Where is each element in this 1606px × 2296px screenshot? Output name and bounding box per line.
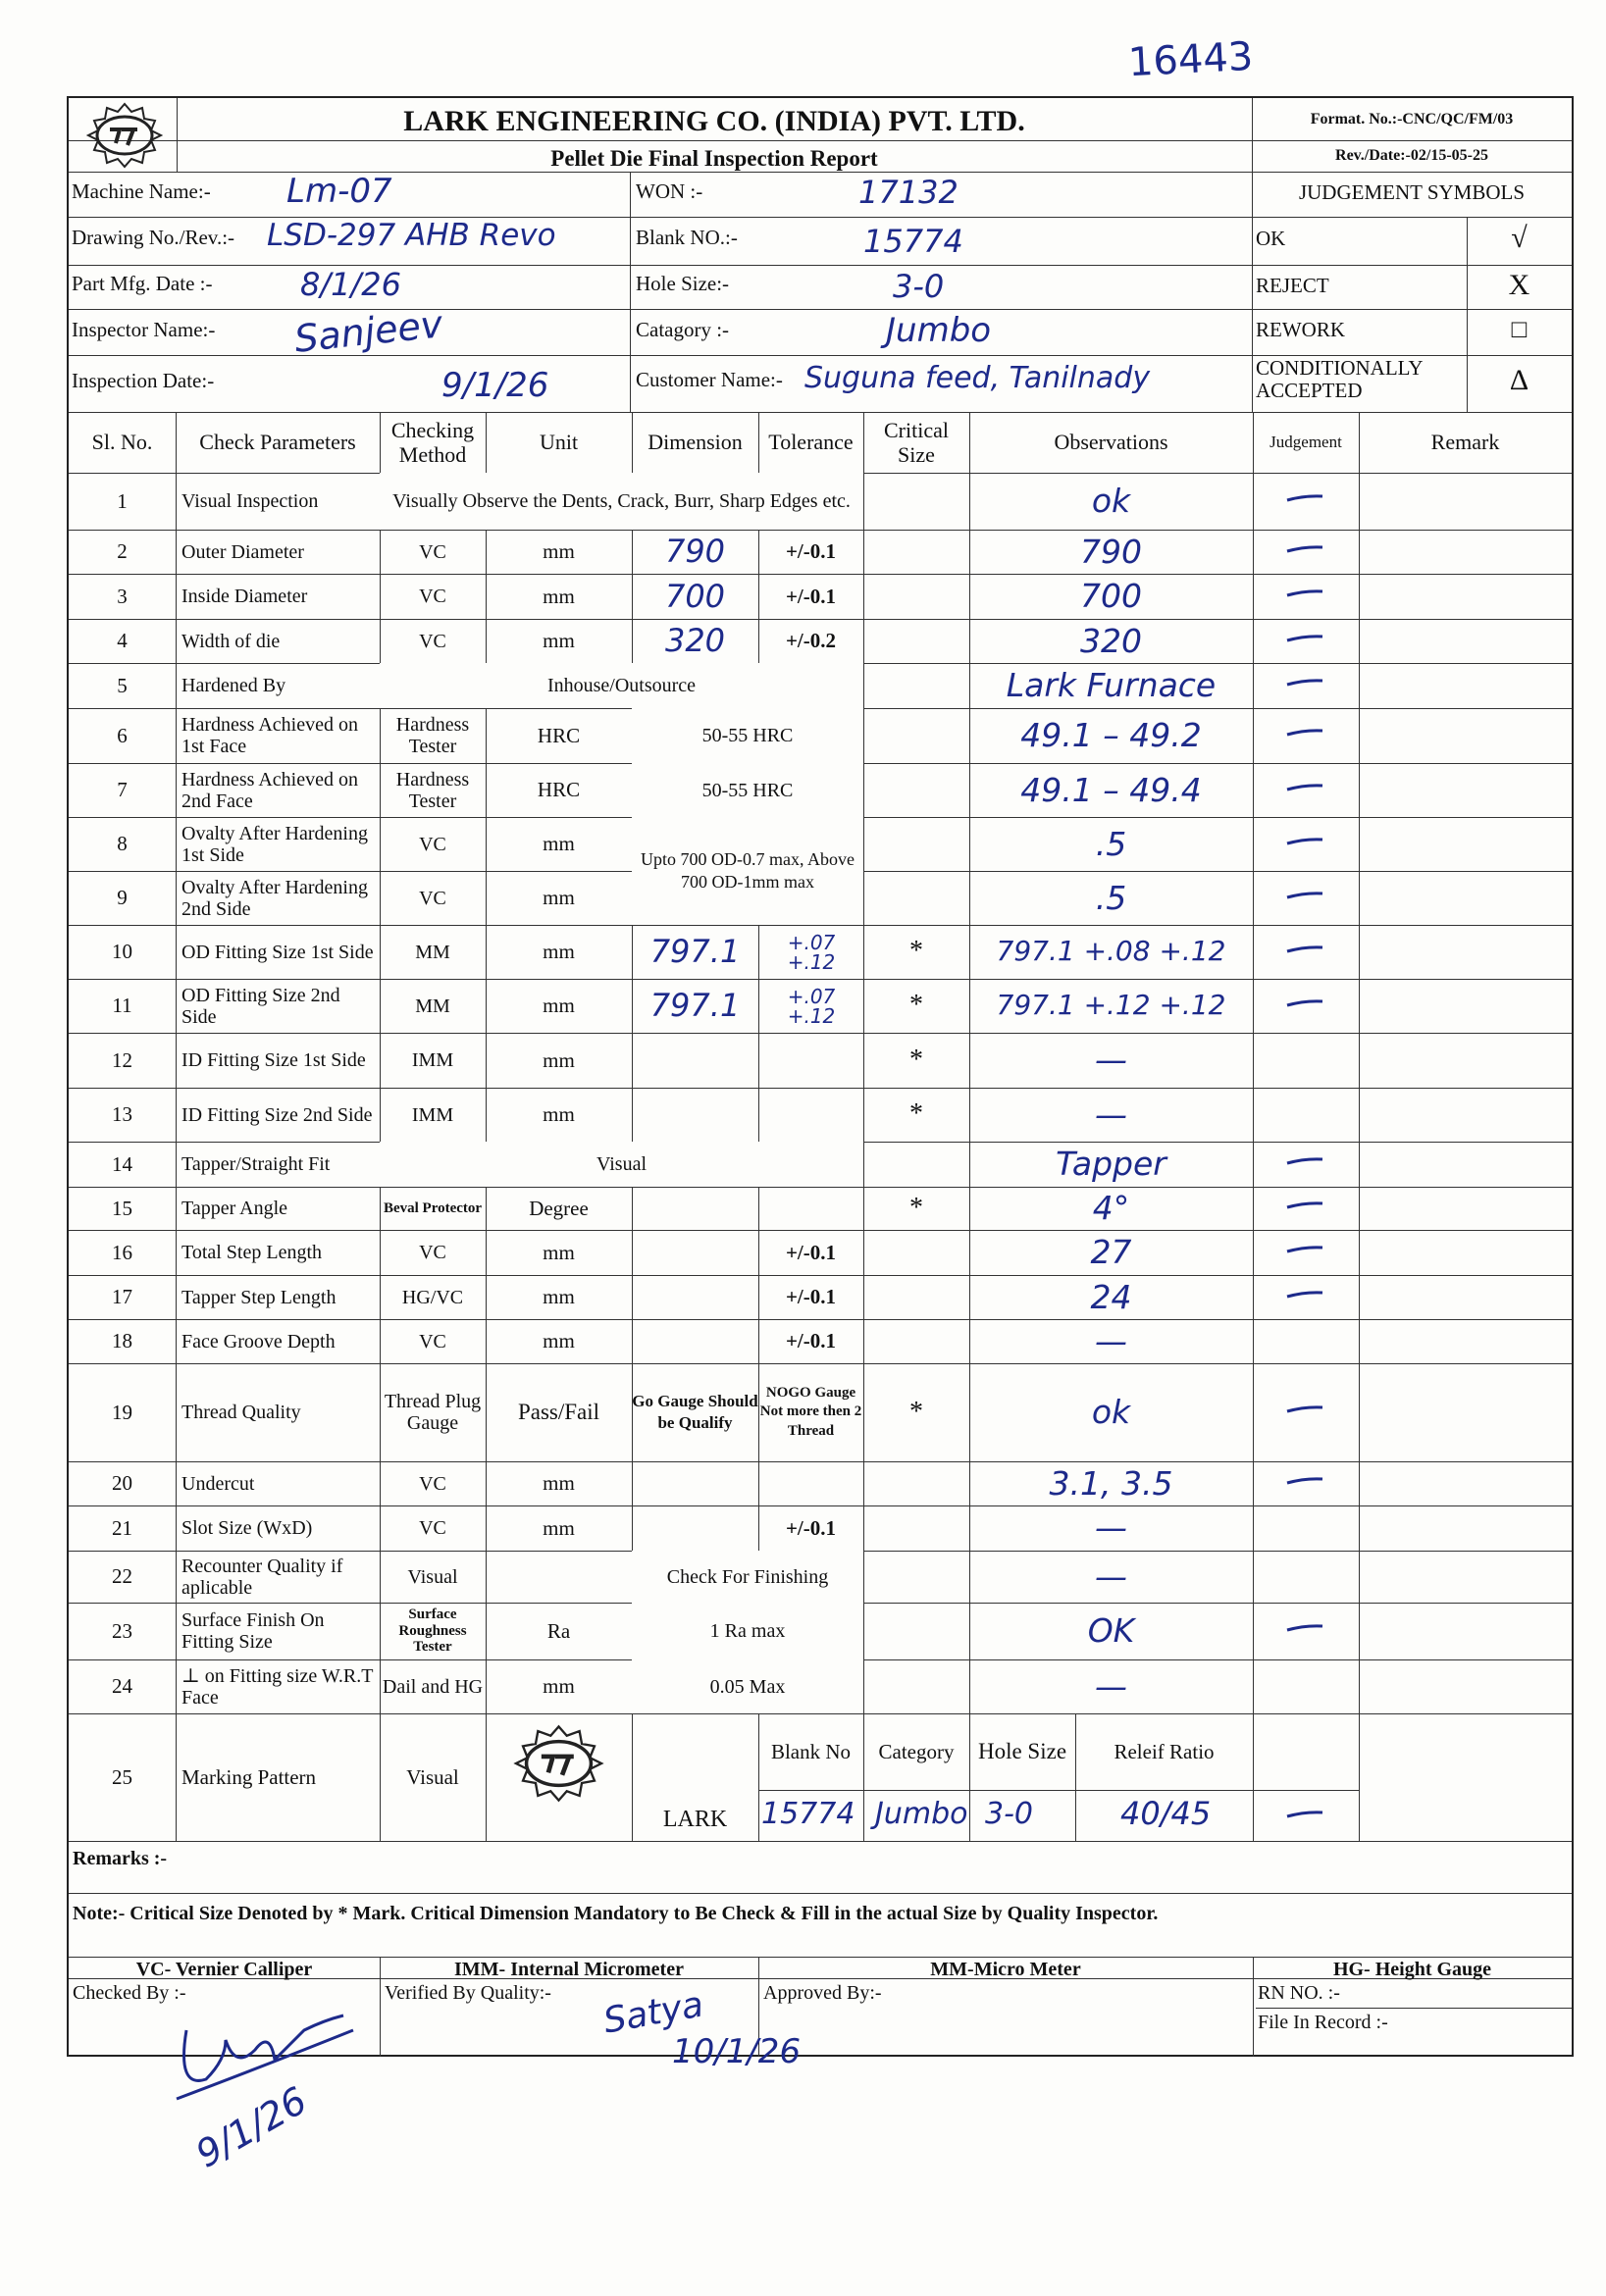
row-sl: 11	[112, 994, 132, 1018]
row-param: OD Fitting Size 1st Side	[181, 941, 374, 963]
row-observation: .5	[1095, 824, 1127, 863]
ovalty-limit-text: Upto 700 OD-0.7 max, Above 700 OD-1mm max	[632, 817, 863, 925]
marking-blank-no-label: Blank No	[770, 1739, 852, 1763]
critical-note: Note:- Critical Size Denoted by * Mark. Critical Dimension Mandatory to Be Check & Fill in the actual Size by Quality Inspector.	[73, 1903, 1159, 1924]
judgement-ok-label: OK	[1256, 227, 1286, 250]
row-param: Inside Diameter	[181, 586, 308, 607]
marking-blank-no-value: 15774	[761, 1797, 855, 1831]
col-sl-no: Sl. No.	[91, 430, 153, 455]
legend-hg: HG- Height Gauge	[1332, 1959, 1492, 1980]
row-judgement-tick-icon	[1285, 1404, 1324, 1414]
inspection-form	[67, 96, 1574, 2071]
row-param: ID Fitting Size 1st Side	[181, 1049, 366, 1071]
row-merged-text: Visual	[380, 1142, 863, 1187]
row-judgement-tick-icon	[1285, 1623, 1324, 1633]
row-sl: 12	[112, 1047, 132, 1072]
judgement-conditional-label: CONDITIONALLY ACCEPTED	[1256, 356, 1423, 403]
row-param: Thread Quality	[181, 1402, 301, 1423]
col-dimension: Dimension	[648, 430, 743, 455]
col-critical-size: Critical Size	[884, 417, 949, 467]
row-param: Recounter Quality if aplicable	[181, 1555, 343, 1599]
row-unit: HRC	[537, 723, 581, 747]
row-judgement-tick-icon	[1285, 783, 1324, 792]
row-method: Dail and HG	[382, 1675, 484, 1698]
row-unit: mm	[543, 539, 575, 564]
row-param: Face Groove Depth	[181, 1330, 336, 1352]
row-observation: 49.1 – 49.4	[1020, 770, 1202, 809]
row-merged-text: Inhouse/Outsource	[380, 663, 863, 708]
row-observation: 3.1, 3.5	[1049, 1463, 1173, 1503]
won-value: 17132	[858, 174, 958, 211]
inspection-date-label: Inspection Date:-	[72, 369, 215, 392]
verified-signature-date: 10/1/26	[672, 2032, 802, 2071]
row-merged-text: 50-55 HRC	[632, 708, 863, 763]
row-dimension: 790	[664, 533, 726, 571]
row-method: MM	[415, 941, 450, 963]
rn-no-label: RN NO. :-	[1258, 1982, 1340, 2004]
legend-imm: IMM- Internal Micrometer	[454, 1959, 684, 1980]
row-param: Slot Size (WxD)	[181, 1517, 313, 1539]
row-param: ⊥ on Fitting size W.R.T Face	[181, 1664, 374, 1709]
row-observation: 49.1 – 49.2	[1020, 716, 1202, 755]
row-method: Visual	[407, 1565, 458, 1588]
row-method: VC	[419, 540, 446, 563]
row-observation: 790	[1080, 532, 1142, 571]
row-method: Hardness Tester	[395, 714, 470, 757]
judgement-symbols-title: JUDGEMENT SYMBOLS	[1298, 180, 1526, 204]
row-unit: mm	[543, 1515, 575, 1540]
legend-vc: VC- Vernier Calliper	[135, 1959, 313, 1980]
row-sl: 23	[112, 1618, 132, 1643]
approved-by-label: Approved By:-	[763, 1982, 882, 2004]
row-critical: *	[909, 1044, 923, 1075]
file-in-record-label: File In Record :-	[1258, 2012, 1388, 2033]
row-merged-text: 50-55 HRC	[632, 763, 863, 817]
row-observation: Lark Furnace	[1006, 666, 1217, 705]
col-unit: Unit	[539, 430, 579, 455]
row-25-param: Marking Pattern	[181, 1764, 317, 1789]
row-judgement-tick-icon	[1285, 634, 1324, 643]
company-name: LARK ENGINEERING CO. (INDIA) PVT. LTD.	[403, 105, 1025, 137]
row-dimension: 700	[664, 577, 726, 615]
row-unit: mm	[543, 994, 575, 1018]
row-sl: 21	[112, 1515, 132, 1540]
row-tolerance: +/-0.1	[785, 584, 837, 608]
marking-lark: LARK	[662, 1807, 728, 1832]
remarks-label: Remarks :-	[73, 1848, 168, 1869]
row-sl: 9	[117, 886, 128, 910]
row-sl: 19	[112, 1400, 132, 1424]
blank-no-label: Blank NO.:-	[636, 226, 738, 249]
col-observations: Observations	[1054, 430, 1168, 455]
row-critical: *	[909, 1192, 923, 1223]
row-sl: 7	[117, 778, 128, 802]
row-param: ID Fitting Size 2nd Side	[181, 1103, 373, 1126]
category-label: Catagory :-	[636, 318, 730, 341]
row-param: Total Step Length	[181, 1242, 323, 1263]
row-sl: 22	[112, 1564, 132, 1589]
row-dimension: Go Gauge Should be Qualify	[632, 1391, 758, 1432]
row-judgement-tick-icon	[1285, 1200, 1324, 1210]
marking-hole-size-label: Hole Size	[977, 1738, 1067, 1763]
row-method: VC	[419, 1242, 446, 1263]
row-observation: —	[1095, 1508, 1127, 1548]
row-param: Ovalty After Hardening 2nd Side	[181, 876, 368, 920]
row-observation: —	[1095, 1321, 1127, 1360]
row-observation: OK	[1087, 1611, 1135, 1651]
marking-category-value: Jumbo	[875, 1797, 968, 1831]
row-method: VC	[419, 833, 446, 855]
row-param: Hardened By	[181, 675, 286, 696]
row-sl: 24	[112, 1674, 132, 1699]
verified-by-label: Verified By Quality:-	[385, 1982, 551, 2004]
verified-signature-name: Satya	[600, 1984, 707, 2042]
row-param: Visual Inspection	[181, 490, 319, 512]
row-observation: 700	[1080, 577, 1142, 616]
marking-hole-size-value: 3-0	[985, 1797, 1033, 1831]
row-judgement-tick-icon	[1285, 1290, 1324, 1300]
row-unit: mm	[543, 1674, 575, 1699]
row-judgement-tick-icon	[1285, 544, 1324, 554]
row-method: VC	[419, 630, 446, 652]
row-sl: 5	[117, 673, 128, 697]
row-tolerance: +/-0.1	[785, 1515, 837, 1540]
row-judgement-tick-icon	[1285, 493, 1324, 503]
row-judgement-tick-icon	[1285, 891, 1324, 900]
row-method: IMM	[411, 1103, 454, 1126]
row-unit: mm	[543, 940, 575, 964]
row-tolerance: +.07 +.12	[787, 930, 836, 974]
row-dimension: 797.1	[649, 987, 741, 1025]
inspector-name-value: Sanjeev	[292, 302, 445, 361]
judgement-reject-label: REJECT	[1256, 274, 1329, 297]
col-check-parameters: Check Parameters	[199, 430, 356, 455]
judgement-reject-symbol: X	[1508, 269, 1530, 301]
row-observation: —	[1095, 1556, 1127, 1596]
row-param: Tapper Angle	[181, 1198, 288, 1219]
drawing-no-value: LSD-297 AHB Revo	[267, 218, 556, 253]
row-tolerance: +/-0.1	[785, 539, 837, 564]
row-param: Ovalty After Hardening 1st Side	[181, 822, 368, 866]
inspector-name-label: Inspector Name:-	[72, 318, 216, 341]
row-unit: mm	[543, 1240, 575, 1264]
row-sl: 2	[117, 539, 128, 564]
row-method: Hardness Tester	[395, 768, 470, 812]
row-method: Thread Plug Gauge	[384, 1391, 482, 1434]
row-merged-text: Visually Observe the Dents, Crack, Burr, Sharp Edges etc.	[380, 473, 863, 530]
row-param: Hardness Achieved on 1st Face	[181, 714, 358, 757]
inspection-date-value: 9/1/26	[441, 366, 549, 405]
row-method: MM	[415, 995, 450, 1017]
row-observation: —	[1095, 1041, 1127, 1080]
row-unit: HRC	[537, 778, 581, 802]
col-remark: Remark	[1430, 430, 1500, 455]
row-observation: 24	[1090, 1277, 1132, 1316]
row-merged-text: 1 Ra max	[632, 1603, 863, 1659]
row-unit: mm	[543, 1329, 575, 1353]
row-method: HG/VC	[401, 1286, 464, 1308]
row-merged-text: Check For Finishing	[632, 1551, 863, 1603]
row-sl: 13	[112, 1102, 132, 1127]
judgement-rework-symbol: □	[1511, 315, 1528, 343]
row-param: Surface Finish On Fitting Size	[181, 1609, 325, 1653]
machine-name-value: Lm-07	[286, 172, 392, 211]
page-number: 16443	[1126, 33, 1255, 86]
row-dimension: 797.1	[649, 933, 741, 971]
row-unit: Degree	[529, 1196, 589, 1220]
row-judgement-tick-icon	[1285, 998, 1324, 1008]
won-label: WON :-	[636, 179, 703, 203]
report-title: Pellet Die Final Inspection Report	[550, 146, 878, 171]
col-checking-method: Checking Method	[390, 417, 475, 467]
judgement-conditional-symbol: Δ	[1509, 364, 1529, 396]
row-observation: ok	[1091, 482, 1131, 521]
row-observation: —	[1095, 1666, 1127, 1706]
row-unit: mm	[543, 629, 575, 653]
row-observation: .5	[1095, 878, 1127, 917]
row-sl: 3	[117, 584, 128, 608]
col-judgement: Judgement	[1269, 433, 1342, 452]
row-tolerance: +.07 +.12	[787, 984, 836, 1028]
row-unit: mm	[543, 1471, 575, 1496]
row-critical: *	[909, 1098, 923, 1130]
row-unit: mm	[543, 584, 575, 608]
checked-by-date: 9/1/26	[188, 2078, 315, 2176]
row-method: Beval Protector	[383, 1199, 483, 1216]
row-observation: 4°	[1092, 1189, 1130, 1228]
row-tolerance: +/-0.1	[785, 1285, 837, 1309]
mfg-date-label: Part Mfg. Date :-	[72, 272, 213, 295]
rev-date: Rev./Date:-02/15-05-25	[1335, 147, 1488, 164]
mfg-date-value: 8/1/26	[300, 266, 401, 303]
judgement-rework-label: REWORK	[1256, 318, 1345, 341]
machine-name-label: Machine Name:-	[72, 179, 211, 203]
row-critical: *	[909, 936, 923, 967]
row-dimension: 320	[664, 622, 726, 660]
row-sl: 6	[117, 723, 128, 747]
row-param: Tapper Step Length	[181, 1286, 337, 1308]
row-unit: mm	[543, 1285, 575, 1309]
category-value: Jumbo	[886, 311, 992, 350]
row-tolerance: +/-0.2	[785, 629, 837, 653]
marking-category-label: Category	[878, 1739, 955, 1763]
row-param: OD Fitting Size 2nd Side	[181, 984, 340, 1028]
row-sl: 18	[112, 1329, 132, 1353]
row-observation: Tapper	[1056, 1145, 1166, 1184]
row-unit: mm	[543, 832, 575, 856]
row-param: Width of die	[181, 630, 281, 652]
row-unit: mm	[543, 886, 575, 910]
drawing-no-label: Drawing No./Rev.:-	[72, 226, 235, 249]
row-25-sl: 25	[112, 1764, 132, 1789]
row-observation: 27	[1090, 1233, 1132, 1272]
row-param: Undercut	[181, 1472, 255, 1495]
row-unit: Ra	[546, 1618, 571, 1643]
format-no: Format. No.:-CNC/QC/FM/03	[1310, 111, 1514, 128]
row-judgement-tick-icon	[1285, 588, 1324, 598]
row-tolerance: NOGO Gauge Not more then 2 Thread	[759, 1384, 862, 1439]
row-sl: 1	[117, 488, 128, 513]
row-sl: 10	[112, 940, 132, 964]
row-observation: —	[1095, 1095, 1127, 1134]
row-observation: ok	[1091, 1393, 1131, 1432]
row-judgement-tick-icon	[1285, 1156, 1324, 1166]
row-25-method: Visual	[406, 1764, 459, 1789]
hole-size-label: Hole Size:-	[636, 272, 730, 295]
judgement-ok-symbol: √	[1511, 222, 1528, 254]
company-logo	[80, 102, 169, 169]
customer-name-label: Customer Name:-	[636, 368, 783, 391]
col-tolerance: Tolerance	[768, 430, 854, 455]
row-method: VC	[419, 1330, 446, 1352]
row-sl: 16	[112, 1240, 132, 1264]
row-judgement-tick-icon	[1285, 837, 1324, 846]
row-param: Hardness Achieved on 2nd Face	[181, 768, 358, 812]
row-tolerance: +/-0.1	[785, 1329, 837, 1353]
row-sl: 17	[112, 1285, 132, 1309]
row-method: VC	[419, 586, 446, 607]
row-method: IMM	[411, 1049, 454, 1071]
marking-relief-ratio-value: 40/45	[1120, 1795, 1212, 1832]
checked-by-label: Checked By :-	[73, 1982, 186, 2004]
row-merged-text: 0.05 Max	[632, 1659, 863, 1713]
row-method: VC	[419, 1472, 446, 1495]
row-param: Outer Diameter	[181, 540, 304, 563]
row-sl: 4	[117, 629, 128, 653]
row-judgement-tick-icon	[1285, 678, 1324, 688]
row-unit: mm	[543, 1102, 575, 1127]
row-judgement-tick-icon	[1285, 1245, 1324, 1254]
row-method: VC	[419, 887, 446, 909]
row-sl: 20	[112, 1471, 132, 1496]
row-25-judgement-tick-icon	[1285, 1810, 1324, 1819]
row-tolerance: +/-0.1	[785, 1240, 837, 1264]
row-sl: 14	[112, 1151, 132, 1176]
row-observation: 320	[1080, 621, 1142, 660]
row-sl: 15	[112, 1196, 132, 1220]
row-judgement-tick-icon	[1285, 728, 1324, 738]
row-param: Tapper/Straight Fit	[181, 1153, 331, 1175]
row-critical: *	[909, 990, 923, 1021]
row-method: VC	[419, 1517, 446, 1539]
legend-mm: MM-Micro Meter	[930, 1959, 1081, 1980]
row-unit: Pass/Fail	[517, 1399, 600, 1424]
row-observation: 797.1 +.08 +.12	[996, 935, 1226, 968]
row-unit: mm	[543, 1047, 575, 1072]
marking-logo-icon	[492, 1724, 625, 1803]
blank-no-value: 15774	[863, 223, 963, 260]
row-critical: *	[909, 1396, 923, 1427]
hole-size-value: 3-0	[893, 268, 945, 305]
marking-relief-ratio-label: Releif Ratio	[1114, 1739, 1215, 1763]
row-sl: 8	[117, 832, 128, 856]
row-method: Surface Roughness Tester	[398, 1607, 467, 1656]
row-judgement-tick-icon	[1285, 944, 1324, 954]
row-observation: 797.1 +.12 +.12	[996, 989, 1226, 1022]
customer-name-value: Suguna feed, Tanilnady	[804, 361, 1151, 395]
row-judgement-tick-icon	[1285, 1476, 1324, 1486]
